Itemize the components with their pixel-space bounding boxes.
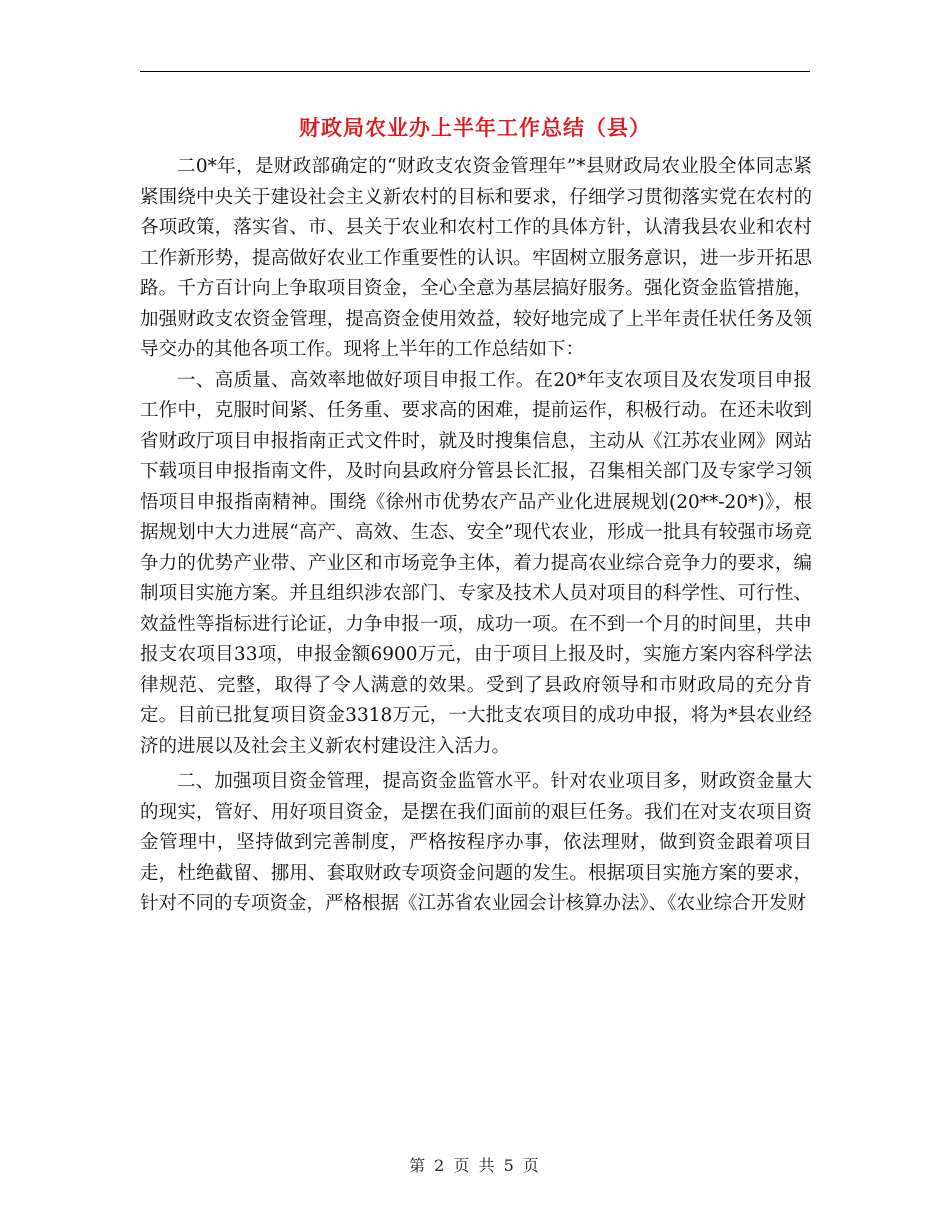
page-number-footer: 第 2 页 共 5 页 [409, 1156, 541, 1175]
paragraph-intro: 二0*年，是财政部确定的“财政支农资金管理年”*县财政局农业股全体同志紧紧围绕中央关于建设社会主义新农村的目标和要求，仔细学习贯彻落实党在农村的各项政策，落实省、市、县关于农业和农村工作的具体方针，认清我县农业和农村工作新形势，提高做好农业工作重要性的认识。牢固树立服务意识，进一步开拓思路。千方百计向上争取项目资金，全心全意为基层搞好服务。强化资金监管措施，加强财政支农资金管理，提高资金使用效益，较好地完成了上半年责任状任务及领导交办的其他各项工作。现将上半年的工作总结如下： [140, 156, 812, 360]
header-rule [140, 71, 810, 72]
document-body [140, 152, 812, 920]
paragraph-section-2: 二、加强项目资金管理，提高资金监管水平。针对农业项目多，财政资金量大的现实，管好、用好项目资金，是摆在我们面前的艰巨任务。我们在对支农项目资金管理中，坚持做到完善制度，严格按程序办事，依法理财，做到资金跟着项目走，杜绝截留、挪用、套取财政专项资金问题的发生。根据项目实施方案的要求，针对不同的专项资金，严格根据《江苏省农业园会计核算办法》、《农业综合开发财 [140, 771, 812, 914]
paragraph-section-1: 一、高质量、高效率地做好项目申报工作。在20*年支农项目及农发项目申报工作中，克服时间紧、任务重、要求高的困难，提前运作，积极行动。在还未收到省财政厅项目申报指南正式文件时，就及时搜集信息，主动从《江苏农业网》网站下载项目申报指南文件，及时向县政府分管县长汇报，召集相关部门及专家学习领悟项目申报指南精神。围绕《徐州市优势农产品产业化进展规划(20**-20*)》，根据规划中大力进展“高产、高效、生态、安全”现代农业，形成一批具有较强市场竞争力的优势产业带、产业区和市场竞争主体，着力提高农业综合竞争力的要求，编制项目实施方案。并且组织涉农部门、专家及技术人员对项目的科学性、可行性、效益性等指标进行论证，力争申报一项，成功一项。在不到一个月的时间里，共申报支农项目33项，申报金额6900万元，由于项目上报及时，实施方案内容科学法律规范、完整，取得了令人满意的效果。受到了县政府领导和市财政局的充分肯定。目前已批复项目资金3318万元，一大批支农项目的成功申报，将为*县农业经济的进展以及社会主义新农村建设注入活力。 [140, 369, 812, 757]
document-title: 财政局农业办上半年工作总结（县） [299, 115, 651, 140]
